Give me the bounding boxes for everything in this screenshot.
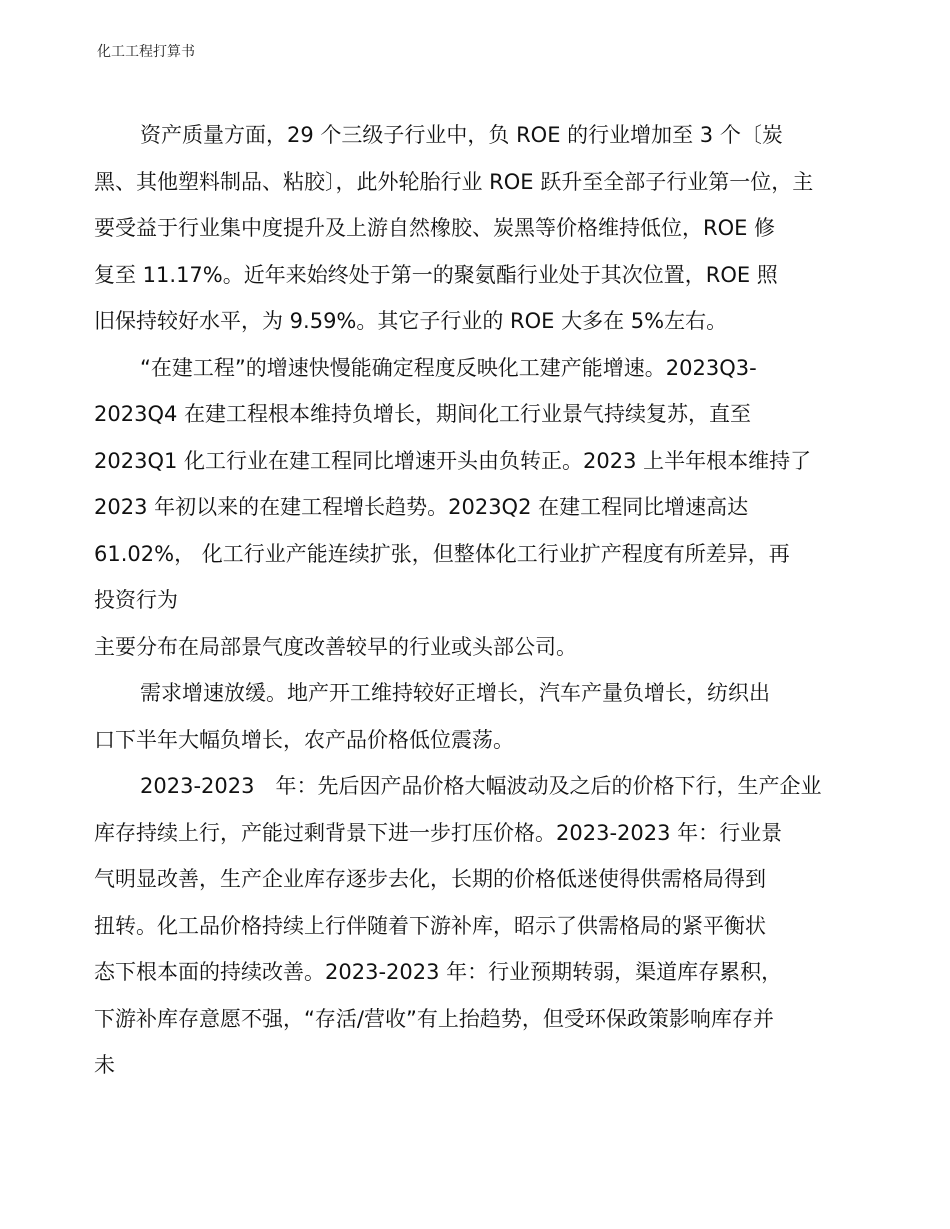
body-text [94,112,884,1089]
paragraph-line: 口下半年大幅负增长，农产品价格低位震荡。 [94,727,514,752]
paragraph-line: 资产质量方面，29 个三级子行业中，负 ROE 的行业增加至 3 个〔炭 [140,123,783,147]
paragraph-line: 投资行为 [94,588,178,612]
paragraph-line: 需求增速放缓。地产开工维持较好正增长，汽车产量负增长，纺织出 [140,681,770,705]
paragraph-line: 2023Q4 在建工程根本维持负增长，期间化工行业景气持续复苏，直至 [94,402,752,426]
paragraph-line: 旧保持较好水平，为 9.59%。其它子行业的 ROE 大多在 5%左右。 [94,309,728,333]
paragraph-line: 气明显改善，生产企业库存逐步去化，长期的价格低迷使得供需格局得到 [94,867,766,891]
paragraph-line: 2023 年初以来的在建工程增长趋势。2023Q2 在建工程同比增速高达 [94,495,749,519]
paragraph-line: 黑、其他塑料制品、粘胶〕，此外轮胎行业 ROE 跃升至全部子行业第一位，主 [94,169,814,194]
paragraph-line: 主要分布在局部景气度改善较早的行业或头部公司。 [94,634,577,659]
paragraph-line: 下游补库存意愿不强，“存活/营收”有上抬趋势，但受环保政策影响库存并 [94,1006,774,1031]
paragraph-line: 未 [94,1053,115,1077]
paragraph-line: 扭转。化工品价格持续上行伴随着下游补库，昭示了供需格局的紧平衡状 [94,913,766,938]
paragraph-line: 库存持续上行，产能过剩背景下进一步打压价格。2023-2023 年：行业景 [94,820,783,845]
paragraph-line: 复至 11.17%。近年来始终处于第一的聚氨酯行业处于其次位置，ROE 照 [94,262,778,287]
paragraph-line: 2023-2023 年：先后因产品价格大幅波动及之后的价格下行，生产企业 [140,774,822,798]
paragraph-line: 要受益于行业集中度提升及上游自然橡胶、炭黑等价格维持低位，ROE 修 [94,216,776,240]
paragraph-line: “在建工程”的增速快慢能确定程度反映化工建产能增速。2023Q3- [140,355,757,380]
paragraph-line: 2023Q1 化工行业在建工程同比增速开头由负转正。2023 上半年根本维持了 [94,448,812,473]
paragraph-line: 61.02%， 化工行业产能连续扩张，但整体化工行业扩产程度有所差异，再 [94,541,790,566]
paragraph-line: 态下根本面的持续改善。2023-2023 年：行业预期转弱，渠道库存累积， [94,960,783,984]
page-header: 化工工程打算书 [97,44,195,60]
